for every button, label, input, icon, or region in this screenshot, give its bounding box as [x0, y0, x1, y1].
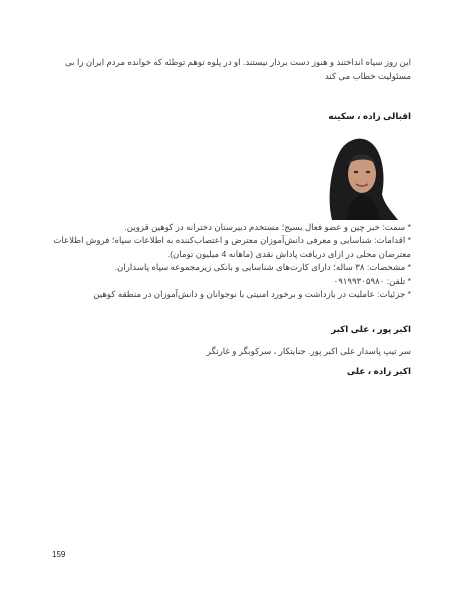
page-number: 159 — [52, 550, 66, 559]
intro-paragraph — [52, 56, 411, 83]
person-name-heading: اکبر زاده ، علی — [346, 366, 411, 376]
intro-line: این روز سیاه انداختند و هنوز دست بردار نیستند. او در پلوه توهم توطئه که خوانده مردم ایران را بی — [65, 57, 411, 67]
person-name-heading: اقبالی زاده ، سکینه — [328, 111, 411, 121]
detail-line: * مشخصات: ۳۸ ساله؛ دارای کارت‌های شناسایی و بانکی زیرمجموعه سپاه پاسداران. — [114, 262, 411, 273]
portrait-photo — [302, 134, 406, 220]
detail-line: * اقدامات: شناسایی و معرفی دانش‌آموزان معترض و اعتصاب‌کننده به اطلاعات سپاه؛ فروش اطلاعات — [53, 235, 411, 246]
intro-line: مسئولیت خطاب می کند — [324, 70, 411, 81]
detail-line: * جزئیات: عاملیت در بازداشت و برخورد امنیتی با نوجوانان و دانش‌آموزان در منطقه کوهین — [93, 289, 411, 300]
person-details-list — [52, 221, 411, 301]
person-description: سر تیپ پاسدار علی اکبر پور. جنایتکار ، سرکوبگر و غارتگر — [206, 346, 411, 356]
detail-line: * تلفن: ۰۹۱۹۹۳۰۵۹۸۰ — [333, 275, 411, 286]
person-name-heading: اکبر پور ، علی اکبر — [331, 324, 411, 334]
detail-line: * سمت: خبر چین و عضو فعال بسیج؛ مستخدم دبیرستان دخترانه در کوهین قزوین. — [124, 222, 411, 232]
detail-line: معترضان محلی در ازای دریافت پاداش نقدی (ماهانه 4 میلیون تومان). — [167, 248, 411, 259]
